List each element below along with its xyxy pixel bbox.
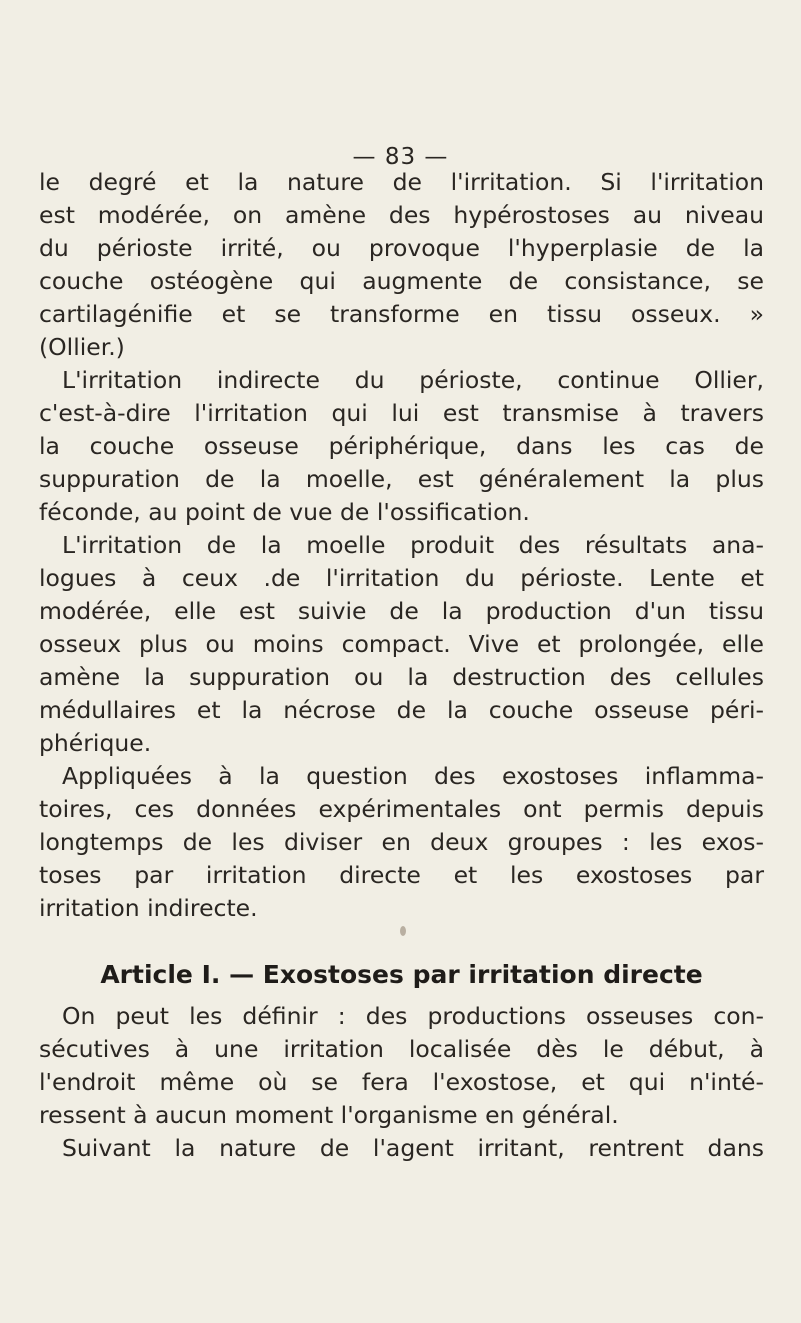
text-line: est modérée, on amène des hypérostoses au niveau xyxy=(39,201,764,229)
text-line: toires, ces données expérimentales ont permis depuis xyxy=(39,795,764,823)
text-line: On peut les définir : des productions osseuses con- xyxy=(62,1002,764,1030)
text-line: suppuration de la moelle, est généralement la plus xyxy=(39,465,764,493)
text-line: du périoste irrité, ou provoque l'hyperplasie de la xyxy=(39,234,764,262)
text-line: irritation indirecte. xyxy=(39,894,258,922)
section-heading: Article I. — Exostoses par irritation directe xyxy=(100,960,703,989)
text-line: logues à ceux .de l'irritation du périoste. Lente et xyxy=(39,564,764,592)
text-line: le degré et la nature de l'irritation. Si l'irritation xyxy=(39,168,764,196)
text-line: longtemps de les diviser en deux groupes : les exos- xyxy=(39,828,764,856)
text-line: amène la suppuration ou la destruction des cellules xyxy=(39,663,764,691)
text-line: L'irritation de la moelle produit des résultats ana- xyxy=(62,531,764,559)
text-line: l'endroit même où se fera l'exostose, et qui n'inté- xyxy=(39,1068,764,1096)
text-line: phérique. xyxy=(39,729,152,757)
text-line: cartilagénifie et se transforme en tissu osseux. » xyxy=(39,300,764,328)
text-line: ressent à aucun moment l'organisme en général. xyxy=(39,1101,619,1129)
text-line: la couche osseuse périphérique, dans les cas de xyxy=(39,432,764,460)
text-line: modérée, elle est suivie de la production d'un tissu xyxy=(39,597,764,625)
text-line: L'irritation indirecte du périoste, continue Ollier, xyxy=(62,366,764,394)
text-line: couche ostéogène qui augmente de consistance, se xyxy=(39,267,764,295)
text-line: féconde, au point de vue de l'ossification. xyxy=(39,498,530,526)
ornament-mark xyxy=(400,926,406,936)
text-line: c'est-à-dire l'irritation qui lui est transmise à travers xyxy=(39,399,764,427)
text-line: osseux plus ou moins compact. Vive et prolongée, elle xyxy=(39,630,764,658)
text-line: médullaires et la nécrose de la couche osseuse péri- xyxy=(39,696,764,724)
text-line: Suivant la nature de l'agent irritant, rentrent dans xyxy=(62,1134,764,1162)
page-number: — 83 — xyxy=(352,144,449,170)
text-line: Appliquées à la question des exostoses inflamma- xyxy=(62,762,764,790)
text-line: sécutives à une irritation localisée dès le début, à xyxy=(39,1035,764,1063)
text-line: toses par irritation directe et les exostoses par xyxy=(39,861,764,889)
text-line: (Ollier.) xyxy=(39,333,125,361)
